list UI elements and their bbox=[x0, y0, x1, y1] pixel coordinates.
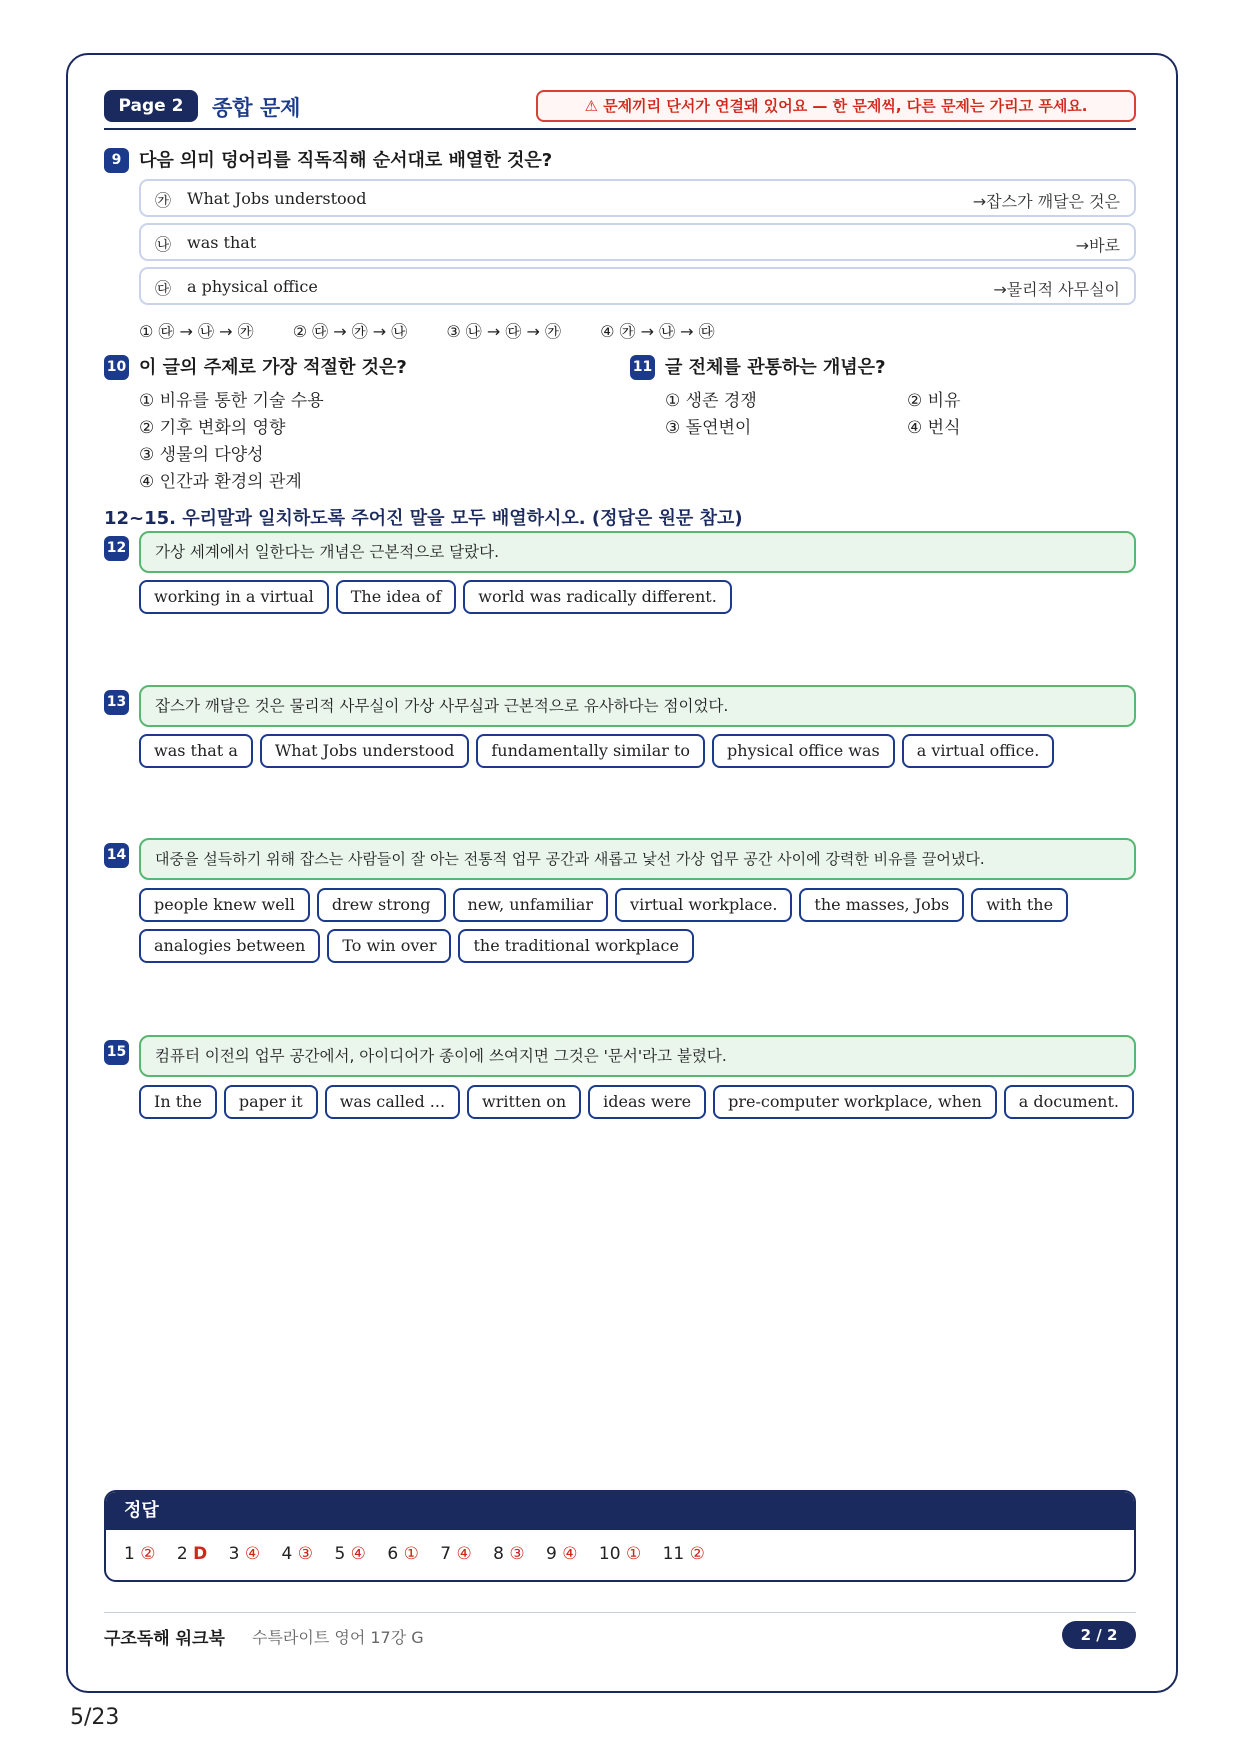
answer-key bbox=[104, 1490, 1136, 1582]
question-9-options bbox=[139, 319, 749, 342]
chunk-mark: ㉰ bbox=[155, 279, 172, 298]
question-11-text: 글 전체를 관통하는 개념은? bbox=[665, 357, 886, 378]
word-tile[interactable]: pre-computer workplace, when bbox=[713, 1085, 997, 1119]
answer-value: ② bbox=[140, 1544, 156, 1564]
section-title: 종합 문제 bbox=[212, 96, 301, 120]
option-1[interactable]: ① 비유를 통한 기술 수용 bbox=[139, 391, 324, 411]
word-tile[interactable]: analogies between bbox=[139, 929, 320, 963]
option-2[interactable]: ② ㉰ → ㉮ → ㉯ bbox=[292, 322, 408, 341]
word-tile[interactable]: a virtual office. bbox=[902, 734, 1055, 768]
word-tiles bbox=[139, 1085, 1139, 1119]
chunk-mark: ㉮ bbox=[155, 191, 172, 210]
header-divider bbox=[104, 128, 1136, 130]
answer-item bbox=[229, 1544, 260, 1564]
word-tile[interactable]: The idea of bbox=[336, 580, 457, 614]
word-tile[interactable]: new, unfamiliar bbox=[453, 888, 609, 922]
word-tile[interactable]: working in a virtual bbox=[139, 580, 329, 614]
question-10-text: 이 글의 주제로 가장 적절한 것은? bbox=[139, 357, 407, 378]
answer-value: ② bbox=[689, 1544, 705, 1564]
answer-value: ① bbox=[403, 1544, 419, 1564]
answer-item bbox=[334, 1544, 365, 1564]
word-tile[interactable]: the traditional workplace bbox=[458, 929, 694, 963]
chunk-english: What Jobs understood bbox=[187, 189, 367, 208]
word-tile[interactable]: To win over bbox=[327, 929, 451, 963]
question-number-11: 11 bbox=[630, 355, 655, 380]
word-tiles bbox=[139, 888, 1139, 963]
option-2[interactable]: ② 기후 변화의 영향 bbox=[139, 418, 286, 438]
question-number-10: 10 bbox=[104, 355, 129, 380]
option-2[interactable]: ② 비유 bbox=[907, 391, 961, 411]
word-tile[interactable]: was that a bbox=[139, 734, 253, 768]
answer-item bbox=[599, 1544, 641, 1564]
word-tiles bbox=[139, 580, 1139, 614]
word-tile[interactable]: written on bbox=[467, 1085, 581, 1119]
option-3[interactable]: ③ ㉯ → ㉰ → ㉮ bbox=[446, 322, 561, 341]
word-tile[interactable]: with the bbox=[971, 888, 1068, 922]
answer-number: 9 bbox=[546, 1544, 557, 1564]
answer-number: 11 bbox=[662, 1544, 685, 1564]
word-tile[interactable]: physical office was bbox=[712, 734, 895, 768]
answer-value: ③ bbox=[509, 1544, 525, 1564]
word-tiles bbox=[139, 734, 1139, 768]
answer-value: ④ bbox=[562, 1544, 578, 1564]
footer-subtitle: 수특라이트 영어 17강 G bbox=[252, 1628, 424, 1647]
answer-item bbox=[663, 1544, 705, 1564]
chunk-english: was that bbox=[187, 233, 257, 252]
footer-page-indicator: 2 / 2 bbox=[1062, 1621, 1136, 1649]
chunk-ga bbox=[139, 179, 1136, 217]
word-tile[interactable]: fundamentally similar to bbox=[476, 734, 705, 768]
answer-number: 4 bbox=[281, 1544, 293, 1564]
korean-sentence: 대중을 설득하기 위해 잡스는 사람들이 잘 아는 전통적 업무 공간과 새롭고 낯선 가상 업무 공간 사이에 강력한 비유를 끌어냈다. bbox=[139, 838, 1136, 880]
question-number-13: 13 bbox=[104, 690, 129, 715]
question-number-9: 9 bbox=[104, 148, 129, 173]
document-page-counter: 5/23 bbox=[70, 1705, 120, 1730]
answer-number: 3 bbox=[228, 1544, 240, 1564]
answer-value: ④ bbox=[456, 1544, 472, 1564]
word-tile[interactable]: people knew well bbox=[139, 888, 310, 922]
answer-value: ③ bbox=[297, 1544, 314, 1564]
question-number-12: 12 bbox=[104, 536, 129, 561]
answer-number: 10 bbox=[598, 1544, 621, 1564]
answer-number: 7 bbox=[440, 1544, 452, 1564]
word-tile[interactable]: virtual workplace. bbox=[615, 888, 792, 922]
option-4[interactable]: ④ 번식 bbox=[907, 418, 961, 438]
answer-key-title: 정답 bbox=[106, 1492, 1134, 1530]
chunk-mark: ㉯ bbox=[155, 235, 172, 254]
chunk-korean: →바로 bbox=[1075, 236, 1120, 255]
answer-number: 5 bbox=[334, 1544, 346, 1564]
question-number-14: 14 bbox=[104, 843, 129, 868]
chunk-na bbox=[139, 223, 1136, 261]
korean-sentence: 잡스가 깨달은 것은 물리적 사무실이 가상 사무실과 근본적으로 유사하다는 점이었다. bbox=[139, 685, 1136, 727]
chunk-korean: →잡스가 깨달은 것은 bbox=[972, 192, 1120, 211]
option-1[interactable]: ① ㉰ → ㉯ → ㉮ bbox=[139, 322, 254, 341]
word-tile[interactable]: ideas were bbox=[588, 1085, 706, 1119]
chunk-korean: →물리적 사무실이 bbox=[993, 280, 1120, 299]
korean-sentence: 가상 세계에서 일한다는 개념은 근본적으로 달랐다. bbox=[139, 531, 1136, 573]
option-3[interactable]: ③ 생물의 다양성 bbox=[139, 445, 264, 465]
word-tile[interactable]: world was radically different. bbox=[463, 580, 732, 614]
word-tile[interactable]: the masses, Jobs bbox=[799, 888, 964, 922]
answer-list bbox=[124, 1544, 721, 1564]
warning-banner: ⚠ 문제끼리 단서가 연결돼 있어요 — 한 문제씩, 다른 문제는 가리고 푸세요. bbox=[536, 90, 1136, 122]
answer-number: 8 bbox=[493, 1544, 504, 1564]
question-number-15: 15 bbox=[104, 1040, 129, 1065]
word-tile[interactable]: a document. bbox=[1004, 1085, 1134, 1119]
chunk-english: a physical office bbox=[187, 277, 318, 296]
option-3[interactable]: ③ 돌연변이 bbox=[665, 418, 752, 438]
footer-divider bbox=[104, 1612, 1136, 1613]
answer-value: D bbox=[193, 1544, 208, 1564]
answer-value: ① bbox=[625, 1544, 642, 1564]
option-4[interactable]: ④ ㉮ → ㉯ → ㉰ bbox=[600, 322, 715, 341]
word-tile[interactable]: What Jobs understood bbox=[260, 734, 470, 768]
word-tile[interactable]: drew strong bbox=[317, 888, 446, 922]
chunk-da bbox=[139, 267, 1136, 305]
answer-number: 6 bbox=[387, 1544, 399, 1564]
answer-item bbox=[440, 1544, 471, 1564]
footer-title: 구조독해 워크북 bbox=[104, 1629, 225, 1649]
answer-item bbox=[493, 1544, 524, 1564]
word-tile[interactable]: was called ... bbox=[325, 1085, 460, 1119]
word-tile[interactable]: In the bbox=[139, 1085, 217, 1119]
option-1[interactable]: ① 생존 경쟁 bbox=[665, 391, 757, 411]
answer-value: ④ bbox=[350, 1544, 366, 1564]
answer-item bbox=[282, 1544, 313, 1564]
answer-item bbox=[124, 1544, 155, 1564]
option-4[interactable]: ④ 인간과 환경의 관계 bbox=[139, 472, 302, 492]
answer-item bbox=[546, 1544, 577, 1564]
page-badge: Page 2 bbox=[104, 90, 198, 122]
answer-number: 1 bbox=[124, 1544, 135, 1564]
korean-sentence: 컴퓨터 이전의 업무 공간에서, 아이디어가 종이에 쓰여지면 그것은 '문서'라고 불렸다. bbox=[139, 1035, 1136, 1077]
arrange-instructions: 12~15. 우리말과 일치하도록 주어진 말을 모두 배열하시오. (정답은 원문 참고) bbox=[104, 508, 743, 529]
answer-item bbox=[177, 1544, 207, 1564]
word-tile[interactable]: paper it bbox=[224, 1085, 318, 1119]
answer-number: 2 bbox=[176, 1544, 188, 1564]
answer-value: ④ bbox=[244, 1544, 261, 1564]
answer-item bbox=[387, 1544, 418, 1564]
question-9-text: 다음 의미 덩어리를 직독직해 순서대로 배열한 것은? bbox=[139, 150, 553, 171]
